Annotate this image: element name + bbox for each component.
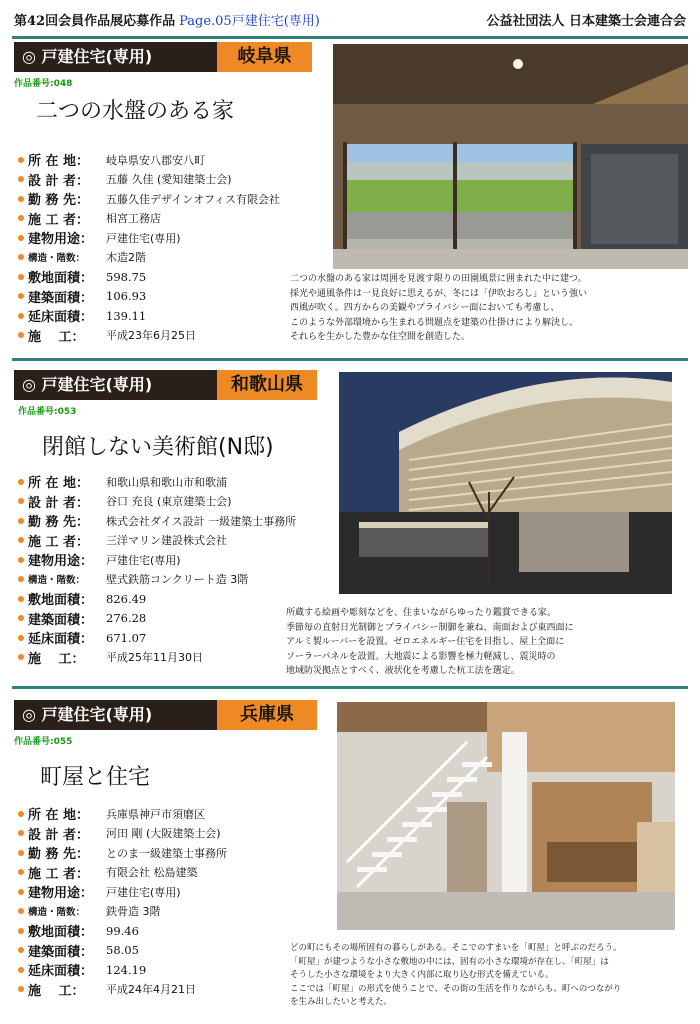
detail-value: 兵庫県神戸市須磨区 (106, 807, 205, 821)
section-divider (12, 36, 688, 39)
detail-row (18, 209, 280, 229)
detail-label: 所 在 地： (28, 476, 90, 492)
detail-row (18, 824, 227, 844)
bullet-icon (18, 157, 24, 163)
work-section-3 (0, 686, 700, 1024)
detail-row (18, 189, 280, 209)
detail-label: 施 工 者： (28, 212, 90, 228)
detail-row (18, 863, 227, 883)
detail-value: 671.07 (106, 630, 147, 645)
detail-value: 平成23年6月25日 (106, 329, 196, 343)
work-description (286, 606, 574, 679)
detail-value: 99.46 (106, 923, 139, 938)
bullet-icon (18, 254, 24, 260)
detail-label: 建築面積： (28, 944, 94, 960)
detail-row (18, 472, 296, 492)
bullet-icon (18, 332, 24, 338)
detail-value: 平成25年11月30日 (106, 651, 203, 665)
detail-row (18, 628, 296, 648)
work-description (290, 942, 622, 1010)
prefecture-badge: 岐阜県 (217, 42, 312, 72)
bullet-icon (18, 986, 24, 992)
detail-value: 三洋マリン建設株式会社 (106, 534, 227, 548)
work-number: 作品番号:048 (14, 79, 73, 89)
detail-row (18, 921, 227, 941)
work-photo (339, 372, 672, 594)
detail-value: 有限会社 松島建築 (106, 866, 198, 880)
detail-row (18, 980, 227, 1000)
bullet-icon (18, 869, 24, 875)
detail-value: 壁式鉄筋コンクリート造 3階 (106, 573, 249, 587)
detail-row (18, 511, 296, 531)
detail-row (18, 492, 296, 512)
bullet-icon (18, 908, 24, 914)
bullet-icon (18, 176, 24, 182)
detail-row (18, 550, 296, 570)
work-number: 作品番号:053 (18, 407, 77, 417)
detail-row (18, 960, 227, 980)
detail-label: 構造・階数： (28, 253, 86, 265)
detail-row (18, 804, 227, 824)
description-line: を生み出したいと考えた。 (290, 997, 393, 1007)
detail-value: 河田 剛 (大阪建築士会) (106, 827, 221, 841)
detail-row (18, 843, 227, 863)
detail-label: 設 計 者： (28, 827, 90, 843)
detail-value: とのま一級建築士事務所 (106, 846, 227, 860)
detail-label: 施 工： (28, 651, 85, 667)
section-divider (12, 686, 688, 689)
description-line: ここでは「町屋」の形式を使うことで、その街の生活を作りながらも、町へのつながり (290, 983, 622, 994)
detail-label: 施 工： (28, 983, 85, 999)
description-line: 西風が吹く。四方からの美観やプライバシー面においても考慮し、 (290, 303, 560, 313)
detail-row (18, 589, 296, 609)
bullet-icon (18, 635, 24, 641)
detail-value: 五藤久佳デザインオフィス有限会社 (106, 192, 281, 206)
description-line: 採光や通風条件は一見良好に思えるが、冬には「伊吹おろし」という強い (290, 288, 588, 299)
description-line: 所蔵する絵画や彫刻などを、住まいながらゆったり鑑賞できる家。 (286, 608, 556, 618)
detail-label: 建物用途： (28, 554, 94, 570)
detail-label: 設 計 者： (28, 173, 90, 189)
detail-label: 建物用途： (28, 232, 94, 248)
bullet-icon (18, 889, 24, 895)
category-label: ◎ 戸建住宅(専用) (14, 700, 217, 730)
work-section-2 (0, 356, 700, 686)
detail-row (18, 570, 296, 590)
work-details (18, 150, 280, 345)
detail-row (18, 170, 280, 190)
work-photo (333, 44, 688, 269)
description-line: このような外部環境から生まれる問題点を建築の仕掛けにより解決し、 (290, 317, 579, 328)
prefecture-badge: 和歌山県 (217, 370, 317, 400)
detail-row (18, 326, 280, 346)
detail-label: 建物用途： (28, 886, 94, 902)
detail-value: 五藤 久佳 (愛知建築士会) (106, 173, 232, 187)
work-title: 閉館しない美術館(N邸) (42, 435, 274, 460)
description-line: どの町にもその場所固有の暮らしがある。そこでのすまいを「町屋」と呼ぶのだろう。 (290, 943, 622, 953)
detail-label: 所 在 地： (28, 808, 90, 824)
work-number: 作品番号:055 (14, 737, 73, 747)
detail-label: 構造・階数： (28, 575, 86, 587)
detail-value: 平成24年4月21日 (106, 983, 196, 997)
detail-value: 鉄骨造 3階 (106, 905, 161, 919)
detail-value: 139.11 (106, 308, 147, 323)
category-label: ◎ 戸建住宅(専用) (14, 370, 217, 400)
detail-label: 構造・階数： (28, 907, 86, 919)
detail-value: 株式会社ダイス設計 一級建築士事務所 (106, 514, 297, 528)
description-line: 季節毎の直射日光制御とプライバシー制御を兼ね、南面および東西面に (286, 622, 574, 633)
work-details (18, 472, 296, 667)
work-photo (337, 702, 675, 930)
detail-row (18, 882, 227, 902)
detail-label: 敷地面積： (28, 925, 94, 941)
detail-label: 施 工 者： (28, 866, 90, 882)
bullet-icon (18, 811, 24, 817)
detail-label: 敷地面積： (28, 271, 94, 287)
interior-view-photo (333, 44, 688, 269)
work-title: 町屋と住宅 (40, 765, 151, 790)
detail-label: 施 工： (28, 329, 85, 345)
detail-label: 延床面積： (28, 632, 94, 648)
detail-value: 戸建住宅(専用) (106, 231, 181, 245)
detail-row (18, 902, 227, 922)
bullet-icon (18, 967, 24, 973)
bullet-icon (18, 557, 24, 563)
detail-label: 勤 務 先： (28, 193, 90, 209)
bullet-icon (18, 196, 24, 202)
page-label: Page.05戸建住宅(専用) (179, 14, 320, 29)
work-title: 二つの水盤のある家 (36, 99, 235, 124)
detail-row (18, 306, 280, 326)
description-line: ソーラーパネルを設置。大地震による影響を極力軽減し、震災時の (286, 651, 556, 662)
organization-name: 公益社団法人 日本建築士会連合会 (486, 14, 686, 29)
bullet-icon (18, 518, 24, 524)
description-line: 二つの水盤のある家は周囲を見渡す限りの田園風景に囲まれた中に建つ。 (290, 274, 587, 284)
description-line: 「町屋」が建つような小さな敷地の中には、固有の小さな環境が存在し、「町屋」は (290, 956, 609, 967)
detail-row (18, 941, 227, 961)
detail-value: 276.28 (106, 611, 147, 626)
work-details (18, 804, 227, 999)
detail-value: 谷口 充良 (東京建築士会) (106, 495, 232, 509)
interior-stair-photo (337, 702, 675, 930)
detail-row (18, 248, 280, 268)
exhibition-name: 第42回会員作品展応募作品 (14, 14, 176, 29)
bullet-icon (18, 596, 24, 602)
prefecture-badge: 兵庫県 (217, 700, 317, 730)
bullet-icon (18, 947, 24, 953)
detail-row (18, 609, 296, 629)
bullet-icon (18, 615, 24, 621)
bullet-icon (18, 235, 24, 241)
detail-label: 建築面積： (28, 612, 94, 628)
detail-value: 和歌山県和歌山市和歌浦 (106, 475, 227, 489)
description-line: 地域防災拠点とすべく、液状化を考慮した杭工法を選定。 (286, 666, 520, 676)
detail-value: 戸建住宅(専用) (106, 553, 181, 567)
bullet-icon (18, 215, 24, 221)
bullet-icon (18, 850, 24, 856)
work-section-1 (0, 0, 700, 356)
detail-value: 木造2階 (106, 251, 146, 265)
detail-label: 施 工 者： (28, 534, 90, 550)
detail-row (18, 267, 280, 287)
detail-value: 106.93 (106, 289, 147, 304)
detail-label: 勤 務 先： (28, 847, 90, 863)
detail-value: 826.49 (106, 591, 147, 606)
detail-row (18, 531, 296, 551)
detail-label: 所 在 地： (28, 154, 90, 170)
bullet-icon (18, 313, 24, 319)
section-divider (12, 358, 688, 361)
bullet-icon (18, 537, 24, 543)
detail-value: 相宮工務店 (106, 212, 161, 226)
bullet-icon (18, 576, 24, 582)
detail-row (18, 228, 280, 248)
category-label: ◎ 戸建住宅(専用) (14, 42, 217, 72)
detail-row (18, 287, 280, 307)
bullet-icon (18, 830, 24, 836)
bullet-icon (18, 479, 24, 485)
description-line: それらを生かした豊かな住空間を創造した。 (290, 332, 471, 342)
bullet-icon (18, 654, 24, 660)
bullet-icon (18, 274, 24, 280)
detail-label: 勤 務 先： (28, 515, 90, 531)
detail-value: 124.19 (106, 962, 147, 977)
bullet-icon (18, 293, 24, 299)
detail-label: 建築面積： (28, 290, 94, 306)
detail-value: 598.75 (106, 269, 147, 284)
detail-row (18, 150, 280, 170)
detail-value: 岐阜県安八郡安八町 (106, 153, 205, 167)
description-line: そうした小さな環境をより大きく内部に取り込む形式を備えている。 (290, 970, 554, 980)
exterior-night-photo (339, 372, 672, 594)
detail-label: 延床面積： (28, 964, 94, 980)
detail-label: 延床面積： (28, 310, 94, 326)
description-line: アルミ製ルーバーを設置。ゼロエネルギー住宅を目指し、屋上全面に (286, 637, 565, 647)
detail-value: 58.05 (106, 943, 139, 958)
detail-row (18, 648, 296, 668)
detail-label: 設 計 者： (28, 495, 90, 511)
bullet-icon (18, 928, 24, 934)
detail-value: 戸建住宅(専用) (106, 885, 181, 899)
bullet-icon (18, 498, 24, 504)
work-description (290, 272, 587, 345)
detail-label: 敷地面積： (28, 593, 94, 609)
